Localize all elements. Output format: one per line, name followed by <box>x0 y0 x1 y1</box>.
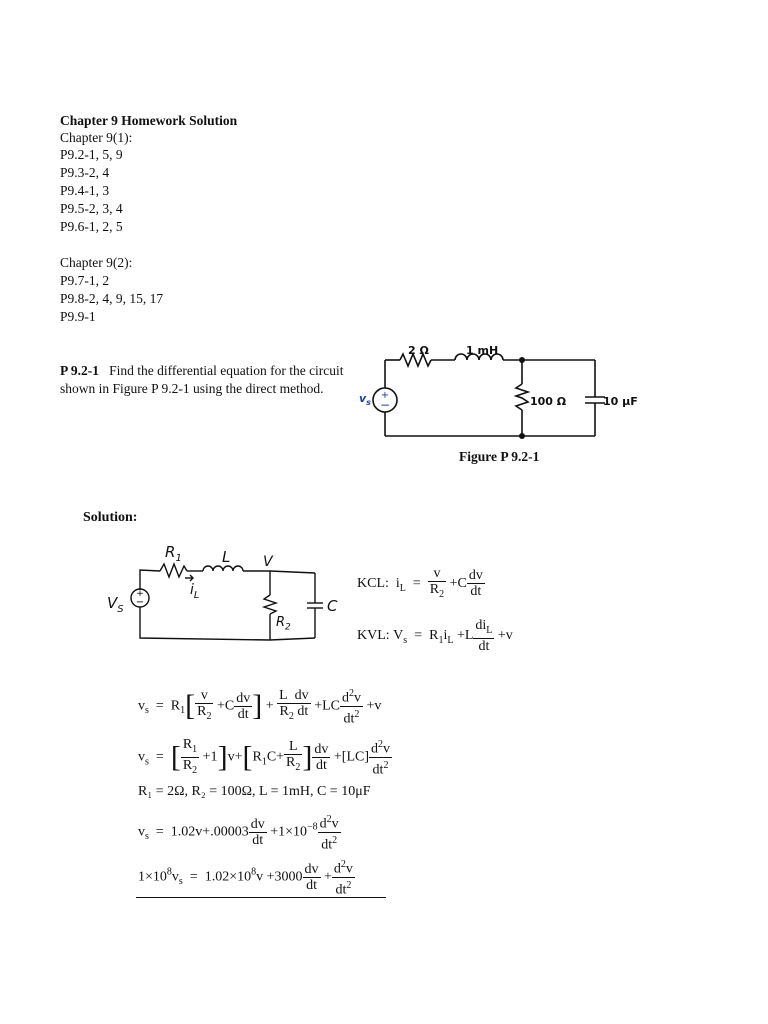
circuit-label-r1: 2 Ω <box>408 344 429 357</box>
sketch-r1-letter: R <box>165 543 176 561</box>
sketch-label-r2 <box>276 615 291 633</box>
part1-item: P9.6-1, 2, 5 <box>60 219 123 234</box>
sketch-r1-sub: 1 <box>175 553 182 564</box>
sketch-label-v: V <box>263 554 273 570</box>
sketch-r2-letter: R <box>276 615 286 630</box>
kcl-label: KCL: <box>357 576 389 592</box>
part1-item: P9.4-1, 3 <box>60 183 110 198</box>
circuit-figure <box>355 340 655 445</box>
source-symbol: v <box>359 392 367 405</box>
equation-step-2: $v_s$ = [ $\frac{R_1}{R_2}$ $+1]v+[R_1C+$ $\frac{L}{R_2}$ ] $\frac{dv}{dt}$ +[LC] $\frac{d^2v}{dt^2}$ <box>138 737 390 778</box>
svg-text:−: − <box>379 398 391 412</box>
solution-heading: Solution: <box>83 510 138 525</box>
equation-step-3: $v_s = 1.02v+.00003$ $\frac{dv}{dt}$ $+1\times 10^{-8}$ $\frac{d^2v}{dt^2}$ <box>138 814 339 853</box>
sketch-r2-sub: 2 <box>285 622 291 633</box>
sketch-label-r1 <box>165 543 182 564</box>
equation-step-1: $v_s = R_1$[ $\frac{v}{R_2}$ +C $\frac{dv}{dt}$ ] + $\frac{\text{L dv}}{R_2 dt}$ +LC $\frac{d^2v}{dt^2}$ +v <box>138 688 382 727</box>
problem-text: Find the differential equation for the circuit shown in Figure P 9.2-1 using the direct method. <box>60 363 344 396</box>
sketch-vs-sub: S <box>117 604 124 615</box>
figure-caption: Figure P 9.2-1 <box>459 449 540 464</box>
component-values: R₁ = 2Ω, R₂ = 100Ω, L = 1mH, C = 10μF <box>138 784 371 799</box>
part2-item: P9.9-1 <box>60 309 96 324</box>
sketch-label-c: C <box>327 597 338 615</box>
solution-circuit-sketch <box>100 540 340 650</box>
part1-heading: Chapter 9(1): <box>60 130 133 145</box>
equation-final: $1\times 10^8v_s = 1.02\times 10^8v +3000$ $\frac{dv}{dt}$ + $\frac{d^2v}{dt^2}$ <box>138 859 353 898</box>
kvl-equation: KVL: $V_s = R_1i_L +L$ $\frac{di_L}{dt}$ +v <box>357 618 513 654</box>
problem-number: P 9.2-1 <box>60 363 99 378</box>
sketch-il-sub: L <box>193 589 200 601</box>
circuit-label-capacitor: 10 μF <box>603 395 638 408</box>
svg-text:+: + <box>380 390 390 401</box>
sketch-label-l: L <box>222 548 231 566</box>
sketch-label-vs <box>107 594 124 615</box>
problem-statement <box>60 362 360 398</box>
sketch-label-il <box>190 582 199 601</box>
part2-item: P9.8-2, 4, 9, 15, 17 <box>60 291 164 306</box>
circuit-label-source <box>359 392 371 407</box>
part2-heading: Chapter 9(2): <box>60 255 133 270</box>
part1-item: P9.5-2, 3, 4 <box>60 201 123 216</box>
part1-item: P9.2-1, 5, 9 <box>60 147 123 162</box>
page-title: Chapter 9 Homework Solution <box>60 113 238 128</box>
sketch-il-letter: i <box>190 582 194 598</box>
part2-item: P9.7-1, 2 <box>60 273 110 288</box>
circuit-label-r2: 100 Ω <box>530 395 567 408</box>
final-underline <box>136 897 386 898</box>
circuit-label-inductor: 1 mH <box>466 344 499 357</box>
svg-text:+: + <box>136 589 144 599</box>
kcl-equation: KCL: $i_L$ = $\frac{v}{R_2}$ +C $\frac{dv}{dt}$ <box>357 566 483 600</box>
part1-item: P9.3-2, 4 <box>60 165 110 180</box>
source-subscript: s <box>366 398 371 408</box>
kvl-label: KVL: <box>357 628 390 644</box>
svg-text:−: − <box>135 597 145 608</box>
sketch-vs-letter: V <box>107 594 118 612</box>
